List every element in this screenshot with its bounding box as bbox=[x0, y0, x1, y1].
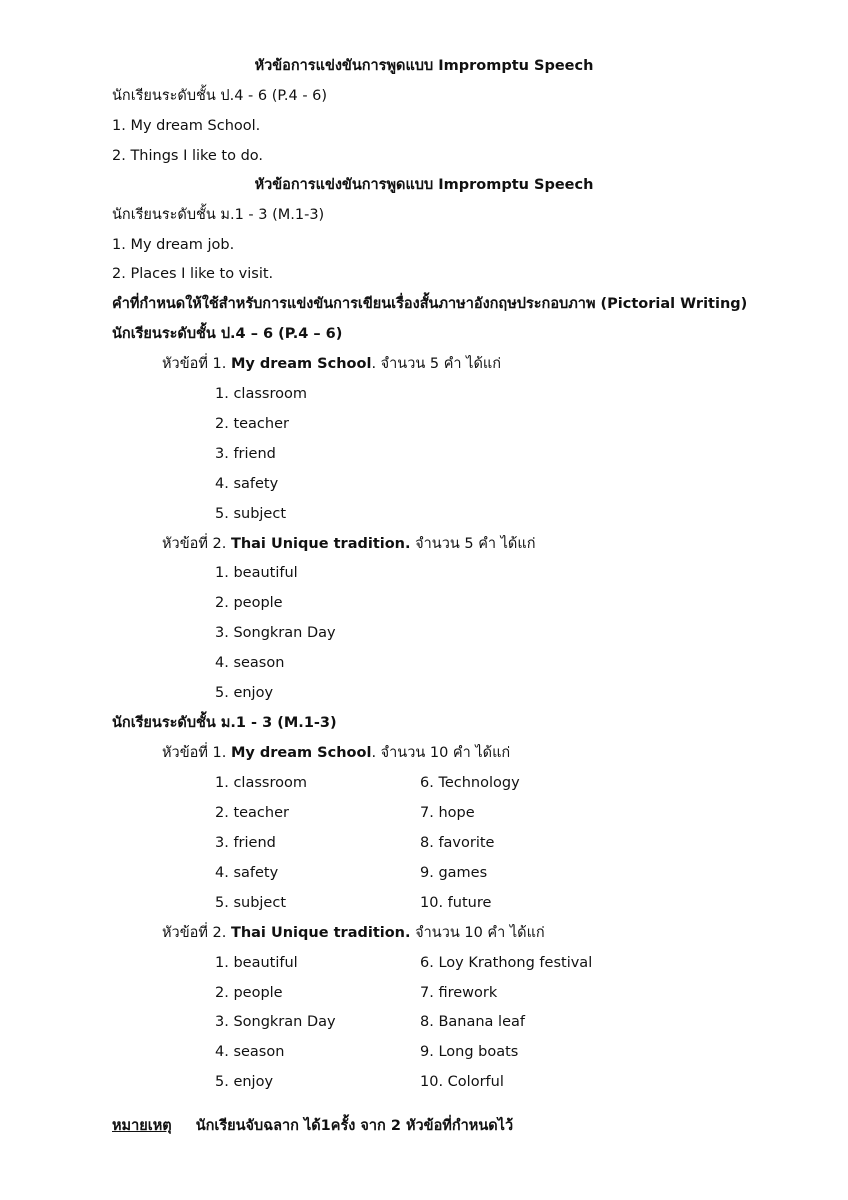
note-text: นักเรียนจับฉลาก ได้1ครั้ง จาก 2 หัวข้อที่กำหนดไว้ bbox=[195, 1118, 514, 1134]
word-item: 1. beautiful bbox=[215, 565, 298, 581]
speech-secondary-topic-1: 1. My dream job. bbox=[112, 237, 235, 253]
note bbox=[112, 1117, 513, 1135]
writing-primary-topic-1 bbox=[162, 355, 501, 373]
word-item: 3. friend bbox=[215, 446, 276, 462]
word-item: 1. beautiful bbox=[215, 955, 298, 971]
topic-name: My dream School bbox=[230, 745, 372, 761]
writing-secondary-level: นักเรียนระดับชั้น ม.1 - 3 (M.1-3) bbox=[112, 715, 337, 731]
topic-suffix: . จำนวน 5 คำ ได้แก่ bbox=[371, 356, 501, 372]
word-item: 5. subject bbox=[215, 506, 286, 522]
word-item: 7. firework bbox=[420, 985, 498, 1001]
speech-title: หัวข้อการแข่งขันการพูดแบบ Impromptu Speech bbox=[254, 58, 594, 74]
writing-primary-topic-2 bbox=[162, 535, 535, 553]
writing-secondary-topic-2 bbox=[162, 924, 545, 942]
speech-title-secondary: หัวข้อการแข่งขันการพูดแบบ Impromptu Speech bbox=[254, 177, 594, 193]
word-item: 4. safety bbox=[215, 865, 279, 881]
word-item: 8. Banana leaf bbox=[420, 1014, 525, 1030]
word-item: 1. classroom bbox=[215, 775, 307, 791]
word-item: 1. classroom bbox=[215, 386, 307, 402]
note-label: หมายเหตุ bbox=[112, 1118, 172, 1134]
word-item: 7. hope bbox=[420, 805, 475, 821]
word-item: 4. season bbox=[215, 1044, 285, 1060]
topic-prefix: หัวข้อที่ 1. bbox=[162, 356, 231, 372]
word-item: 5. subject bbox=[215, 895, 286, 911]
word-item: 5. enjoy bbox=[215, 685, 274, 701]
word-item: 3. friend bbox=[215, 835, 276, 851]
word-item: 2. people bbox=[215, 595, 283, 611]
word-item: 6. Technology bbox=[420, 775, 520, 791]
speech-secondary-topic-2: 2. Places I like to visit. bbox=[112, 266, 274, 282]
word-item: 8. favorite bbox=[420, 835, 495, 851]
word-item: 10. future bbox=[420, 895, 492, 911]
word-item: 6. Loy Krathong festival bbox=[420, 955, 593, 971]
topic-suffix: จำนวน 5 คำ ได้แก่ bbox=[410, 536, 536, 552]
topic-name: My dream School bbox=[230, 356, 372, 372]
topic-suffix: จำนวน 10 คำ ได้แก่ bbox=[410, 925, 545, 941]
speech-primary-level: นักเรียนระดับชั้น ป.4 - 6 (P.4 - 6) bbox=[112, 88, 328, 104]
word-item: 3. Songkran Day bbox=[215, 1014, 336, 1030]
word-item: 10. Colorful bbox=[420, 1074, 504, 1090]
writing-title: คำที่กำหนดให้ใช้สำหรับการแข่งขันการเขียนเรื่องสั้นภาษาอังกฤษประกอบภาพ (Pictorial Writing) bbox=[112, 296, 748, 312]
topic-name: Thai Unique tradition. bbox=[230, 536, 411, 552]
word-item: 9. games bbox=[420, 865, 488, 881]
word-item: 3. Songkran Day bbox=[215, 625, 336, 641]
topic-name: Thai Unique tradition. bbox=[230, 925, 411, 941]
writing-secondary-topic-1 bbox=[162, 744, 510, 762]
word-item: 4. season bbox=[215, 655, 285, 671]
word-item: 4. safety bbox=[215, 476, 279, 492]
topic-prefix: หัวข้อที่ 1. bbox=[162, 745, 231, 761]
word-item: 2. teacher bbox=[215, 416, 289, 432]
topic-prefix: หัวข้อที่ 2. bbox=[162, 925, 231, 941]
word-item: 2. teacher bbox=[215, 805, 289, 821]
speech-secondary-level: นักเรียนระดับชั้น ม.1 - 3 (M.1-3) bbox=[112, 207, 325, 223]
word-item: 2. people bbox=[215, 985, 283, 1001]
speech-primary-topic-1: 1. My dream School. bbox=[112, 118, 261, 134]
writing-primary-level: นักเรียนระดับชั้น ป.4 – 6 (P.4 – 6) bbox=[112, 326, 343, 342]
word-item: 9. Long boats bbox=[420, 1044, 519, 1060]
speech-primary-topic-2: 2. Things I like to do. bbox=[112, 148, 264, 164]
topic-prefix: หัวข้อที่ 2. bbox=[162, 536, 231, 552]
word-item: 5. enjoy bbox=[215, 1074, 274, 1090]
topic-suffix: . จำนวน 10 คำ ได้แก่ bbox=[371, 745, 511, 761]
